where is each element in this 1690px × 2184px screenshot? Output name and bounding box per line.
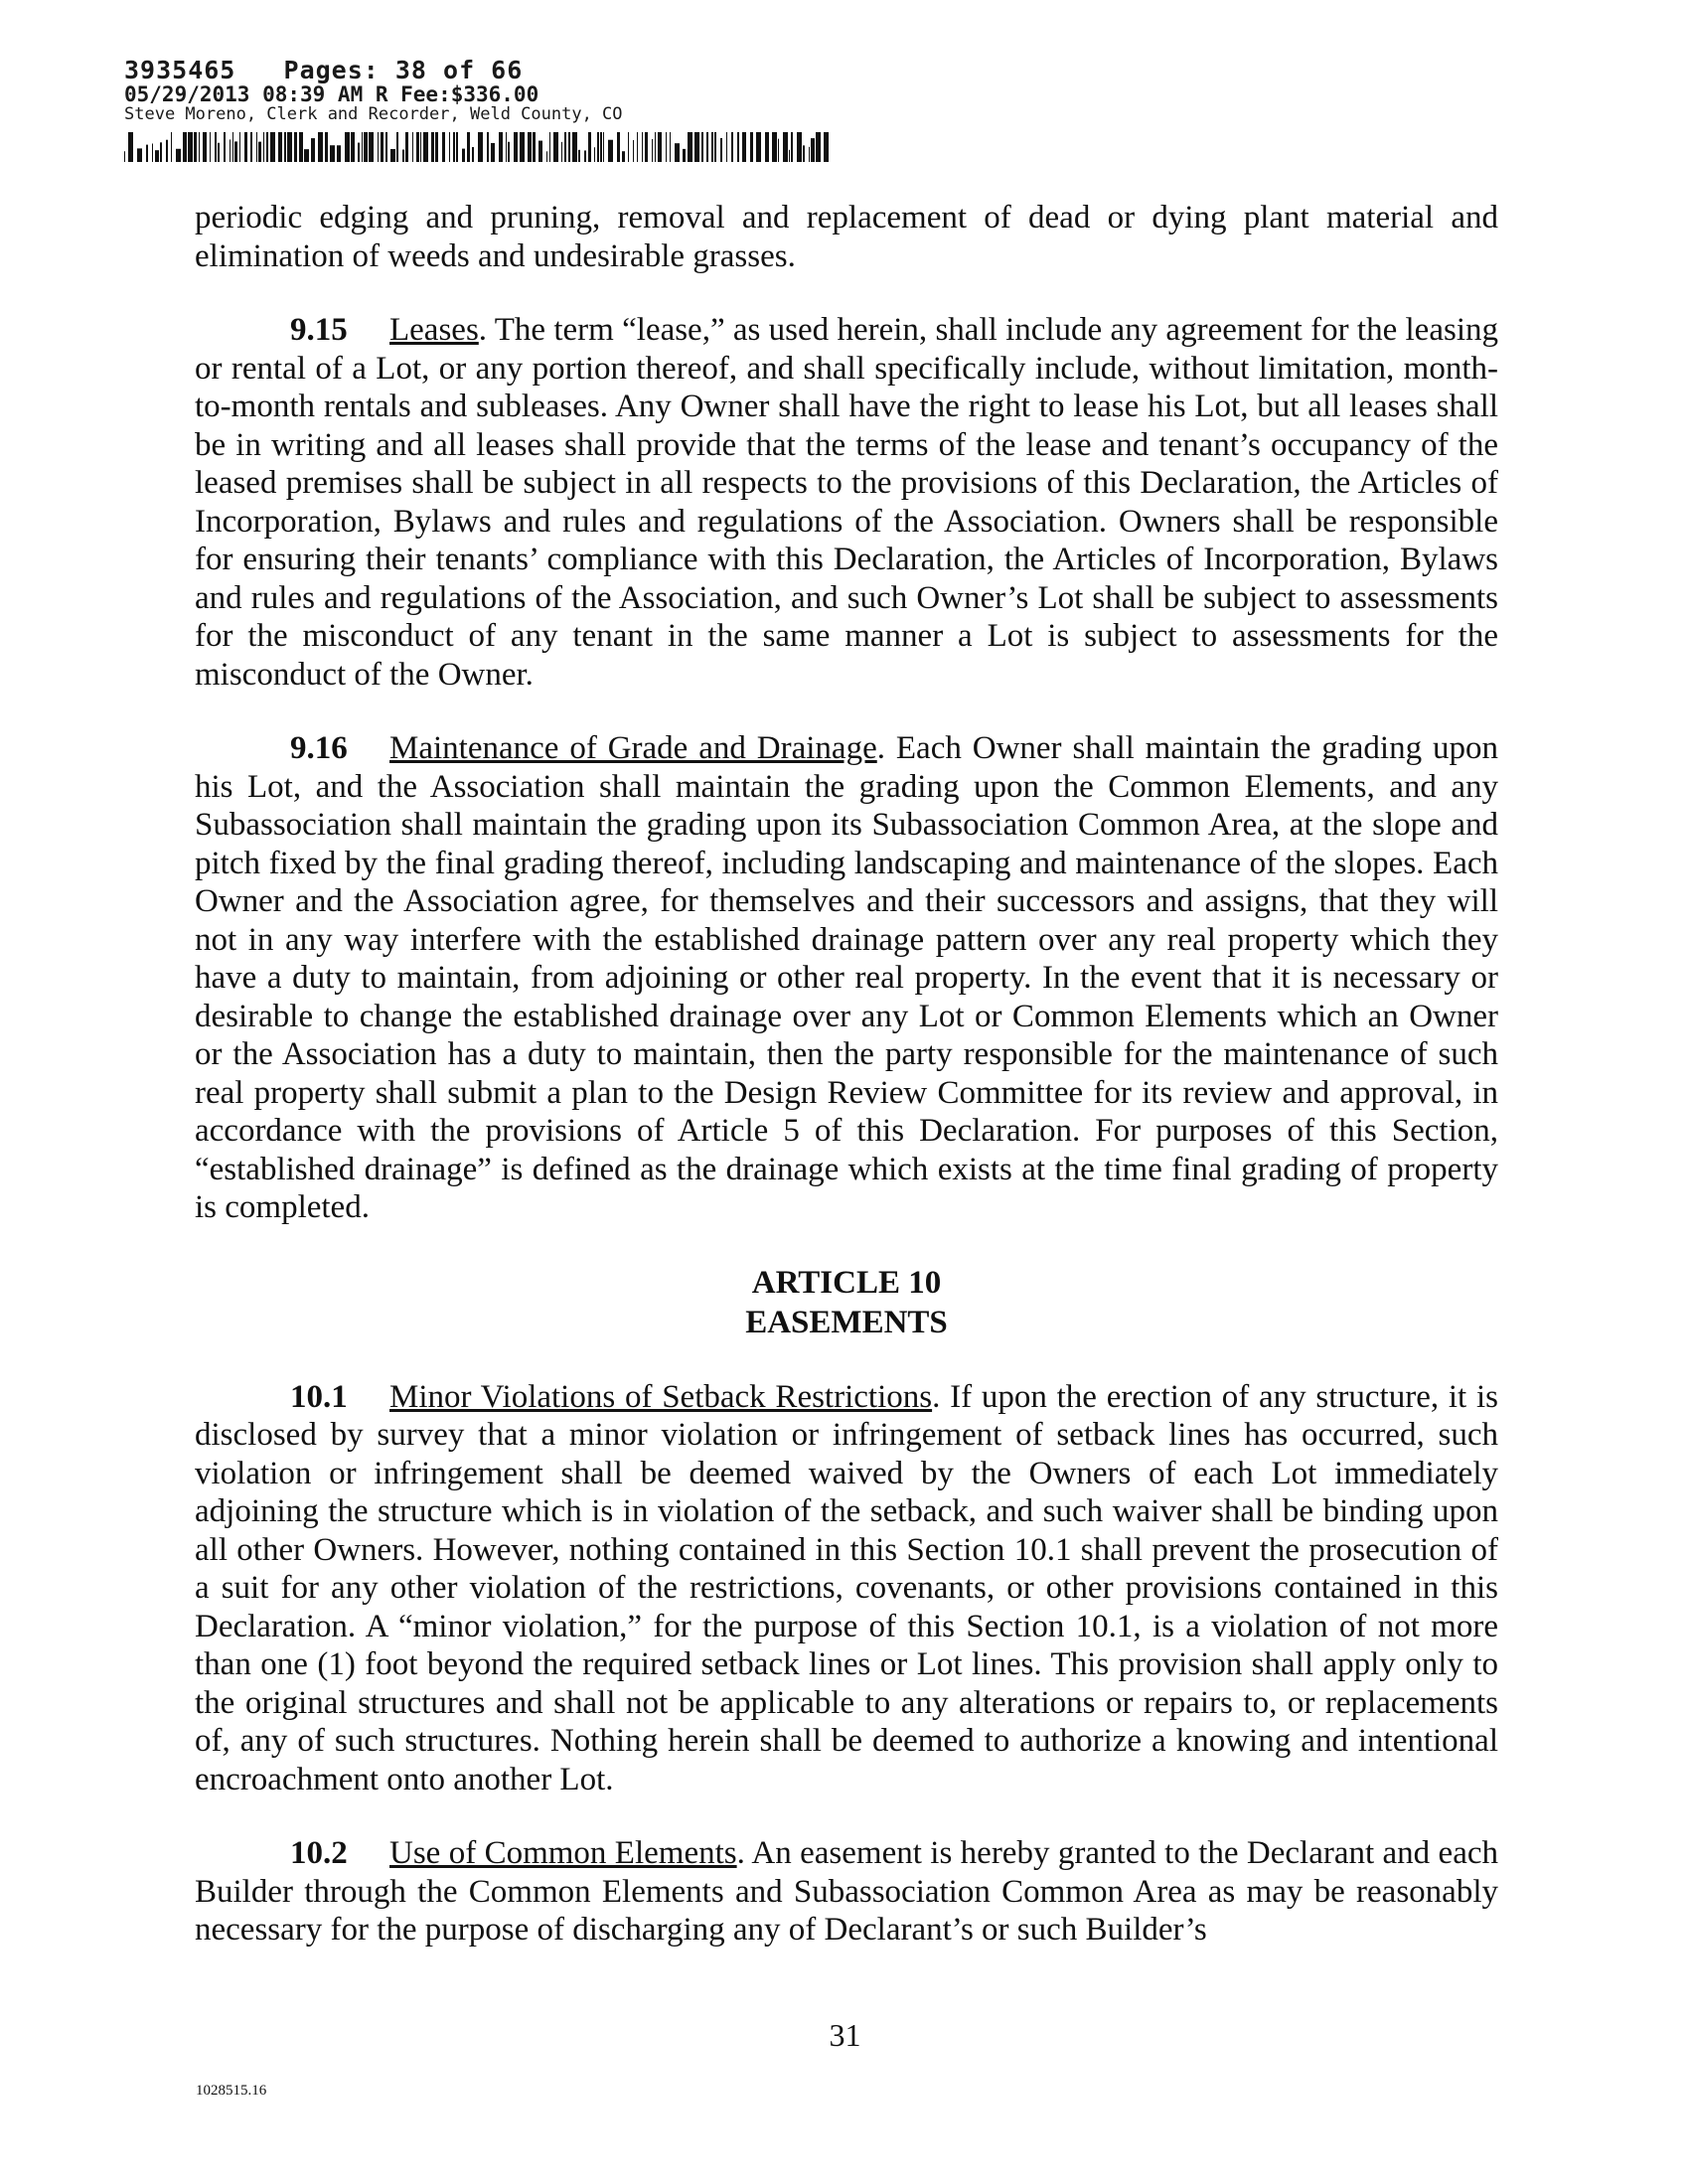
- pages-label: Pages: 38 of 66: [283, 56, 524, 84]
- section-9-15: [195, 311, 1498, 694]
- doc-number: 3935465: [124, 56, 236, 84]
- section-10-1: [195, 1378, 1498, 1799]
- section-heading: Minor Violations of Setback Restrictions: [389, 1378, 933, 1415]
- section-text: . An easement is hereby granted to the Declarant and each Builder through the Common Elements and Subassociation Common Area as may be reasonably necessary for the purpose of discharging any of Declarant’s or such Builder’s: [195, 1835, 1498, 1948]
- section-number: 9.16: [290, 730, 348, 766]
- article-number: ARTICLE 10: [751, 1264, 942, 1301]
- section-text: . If upon the erection of any structure, it is disclosed by survey that a minor violation or infringement of setback lines has occurred, such violation or infringement shall be deemed waived by the Owners of each Lot immediately adjoining the structure which is in violation of the setback, and such waiver shall be binding upon all other Owners. However, nothing contained in this Section 10.1 shall prevent the prosecution of a suit for any other violation of the restrictions, covenants, or other provisions contained in this Declaration. A “minor violation,” for the purpose of this Section 10.1, is a violation of not more than one (1) foot beyond the required setback lines or Lot lines. This provision shall apply only to the original structures and shall not be applicable to any alterations or repairs to, or replacements of, any of such structures. Nothing herein shall be deemed to authorize a knowing and intentional encroachment onto another Lot.: [195, 1378, 1498, 1797]
- section-number: 10.1: [290, 1378, 348, 1415]
- section-heading: Use of Common Elements: [389, 1835, 737, 1871]
- document-body: [195, 199, 1498, 1985]
- section-9-16: [195, 729, 1498, 1227]
- barcode-image: [124, 132, 830, 162]
- section-number: 9.15: [290, 312, 348, 348]
- recorder-line: Steve Moreno, Clerk and Recorder, Weld County, CO: [124, 104, 623, 124]
- section-heading: Maintenance of Grade and Drainage: [389, 730, 877, 766]
- recording-stamp: [124, 58, 623, 124]
- stamp-doc-line: [124, 58, 623, 83]
- document-id: 1028515.16: [196, 2083, 267, 2099]
- section-heading: Leases: [389, 312, 479, 348]
- section-text: . The term “lease,” as used herein, shall include any agreement for the leasing or rental of a Lot, or any portion thereof, and shall specifically include, without limitation, month-to-month rentals and subleases. Any Owner shall have the right to lease his Lot, but all leases shall be in writing and all leases shall provide that the terms of the lease and tenant’s occupancy of the leased premises shall be subject in all respects to the provisions of this Declaration, the Articles of Incorporation, Bylaws and rules and regulations of the Association. Owners shall be responsible for ensuring their tenants’ compliance with this Declaration, the Articles of Incorporation, Bylaws and rules and regulations of the Association, and such Owner’s Lot shall be subject to assessments for the misconduct of any tenant in the same manner a Lot is subject to assessments for the misconduct of the Owner.: [195, 312, 1498, 693]
- recording-line: 05/29/2013 08:39 AM R Fee:$336.00: [124, 82, 539, 106]
- article-title: EASEMENTS: [745, 1304, 948, 1340]
- continuation-paragraph: periodic edging and pruning, removal and replacement of dead or dying plant material and elimination of weeds and undesirable grasses.: [195, 200, 1498, 274]
- section-text: . Each Owner shall maintain the grading upon his Lot, and the Association shall maintain the grading upon the Common Elements, and any Subassociation shall maintain the grading upon its Subassociation Common Area, at the slope and pitch fixed by the final grading thereof, including landscaping and maintenance of the slopes. Each Owner and the Association agree, for themselves and their successors and assigns, that they will not in any way interfere with the established drainage pattern over any real property which they have a duty to maintain, from adjoining or other real property. In the event that it is necessary or desirable to change the established drainage over any Lot or Common Elements which an Owner or the Association has a duty to maintain, then the party responsible for the maintenance of such real property shall submit a plan to the Design Review Committee for its review and approval, in accordance with the provisions of Article 5 of this Declaration. For purposes of this Section, “established drainage” is defined as the drainage which exists at the time final grading of property is completed.: [195, 730, 1498, 1225]
- section-10-2: [195, 1834, 1498, 1950]
- article-heading: [195, 1263, 1498, 1342]
- section-number: 10.2: [290, 1835, 348, 1871]
- page-number: 31: [829, 2017, 861, 2053]
